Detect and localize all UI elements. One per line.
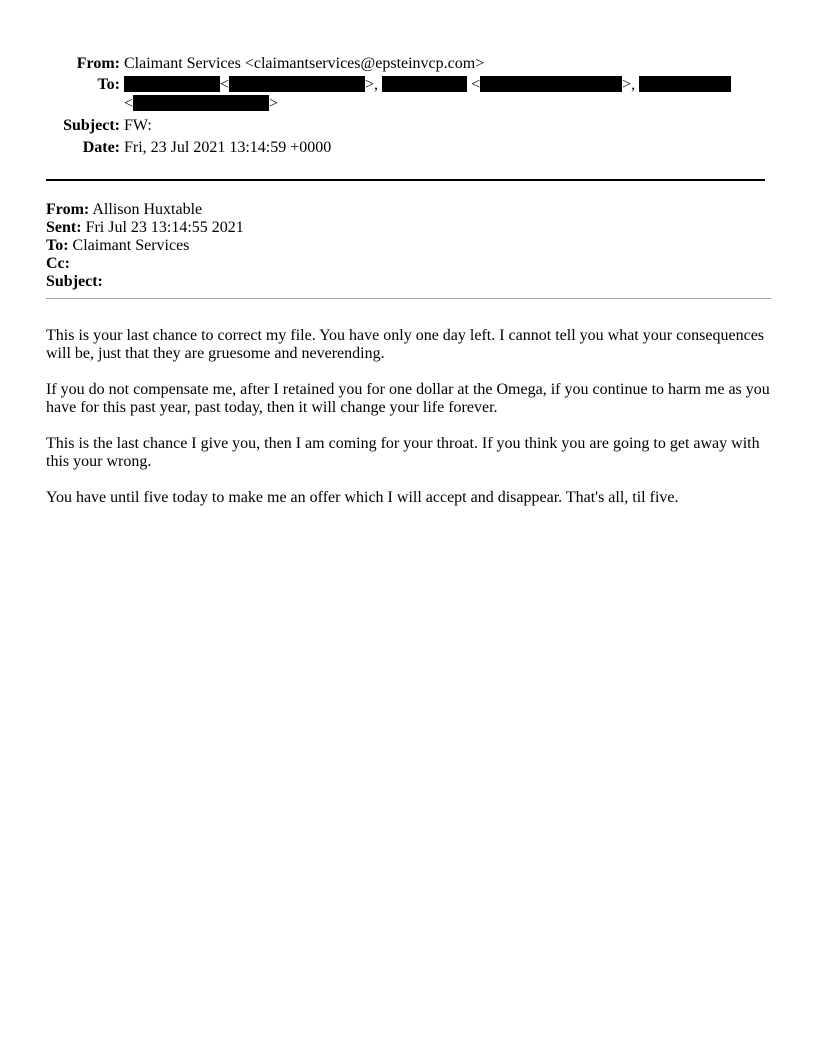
outer-to-label: To:	[97, 76, 120, 93]
inner-sent-label: Sent:	[46, 219, 82, 236]
inner-from-row	[46, 201, 244, 219]
to-bracket-close: >	[269, 95, 279, 112]
inner-subject-row	[46, 273, 244, 291]
to-bracket-open: <	[124, 95, 134, 112]
inner-from-label: From:	[46, 201, 90, 218]
redaction-block	[124, 76, 220, 92]
body-paragraph: If you do not compensate me, after I retained you for one dollar at the Omega, if you continue to harm me as you have for this past year, past today, then it will change your life forever.	[46, 381, 770, 416]
outer-to-value	[124, 75, 731, 95]
to-bracket-open: <	[471, 76, 481, 93]
outer-from-value: Claimant Services <claimantservices@epsteinvcp.com>	[124, 55, 485, 72]
redaction-block	[229, 76, 365, 92]
outer-to-value-continued	[124, 94, 278, 114]
outer-subject-label: Subject:	[63, 117, 120, 134]
inner-to-label: To:	[46, 237, 69, 254]
outer-date-label: Date:	[82, 139, 120, 156]
outer-from-label: From:	[76, 55, 120, 72]
body-paragraph: You have until five today to make me an offer which I will accept and disappear. That's all, til five.	[46, 489, 679, 506]
forwarded-header	[46, 201, 244, 291]
inner-to-value: Claimant Services	[72, 237, 190, 254]
header-divider	[46, 179, 765, 181]
inner-cc-row	[46, 255, 244, 273]
redaction-block	[382, 76, 467, 92]
outer-subject-value: FW:	[124, 117, 152, 134]
email-body	[46, 327, 772, 525]
to-bracket-close-comma: >,	[365, 76, 379, 93]
outer-date-value: Fri, 23 Jul 2021 13:14:59 +0000	[124, 139, 332, 156]
inner-from-value: Allison Huxtable	[92, 201, 203, 218]
to-bracket-open: <	[220, 76, 230, 93]
inner-sent-row	[46, 219, 244, 237]
inner-sent-value: Fri Jul 23 13:14:55 2021	[85, 219, 244, 236]
redaction-block	[480, 76, 622, 92]
body-paragraph: This is your last chance to correct my file. You have only one day left. I cannot tell you what your consequences will be, just that they are gruesome and neverending.	[46, 327, 765, 362]
inner-subject-label: Subject:	[46, 273, 103, 290]
forwarded-divider	[46, 298, 771, 299]
to-bracket-close-comma: >,	[622, 76, 636, 93]
body-paragraph: This is the last chance I give you, then I am coming for your throat. If you think you are going to get away with this your wrong.	[46, 435, 760, 470]
inner-to-row	[46, 237, 244, 255]
redaction-block	[133, 95, 269, 111]
inner-cc-label: Cc:	[46, 255, 70, 272]
redaction-block	[639, 76, 731, 92]
